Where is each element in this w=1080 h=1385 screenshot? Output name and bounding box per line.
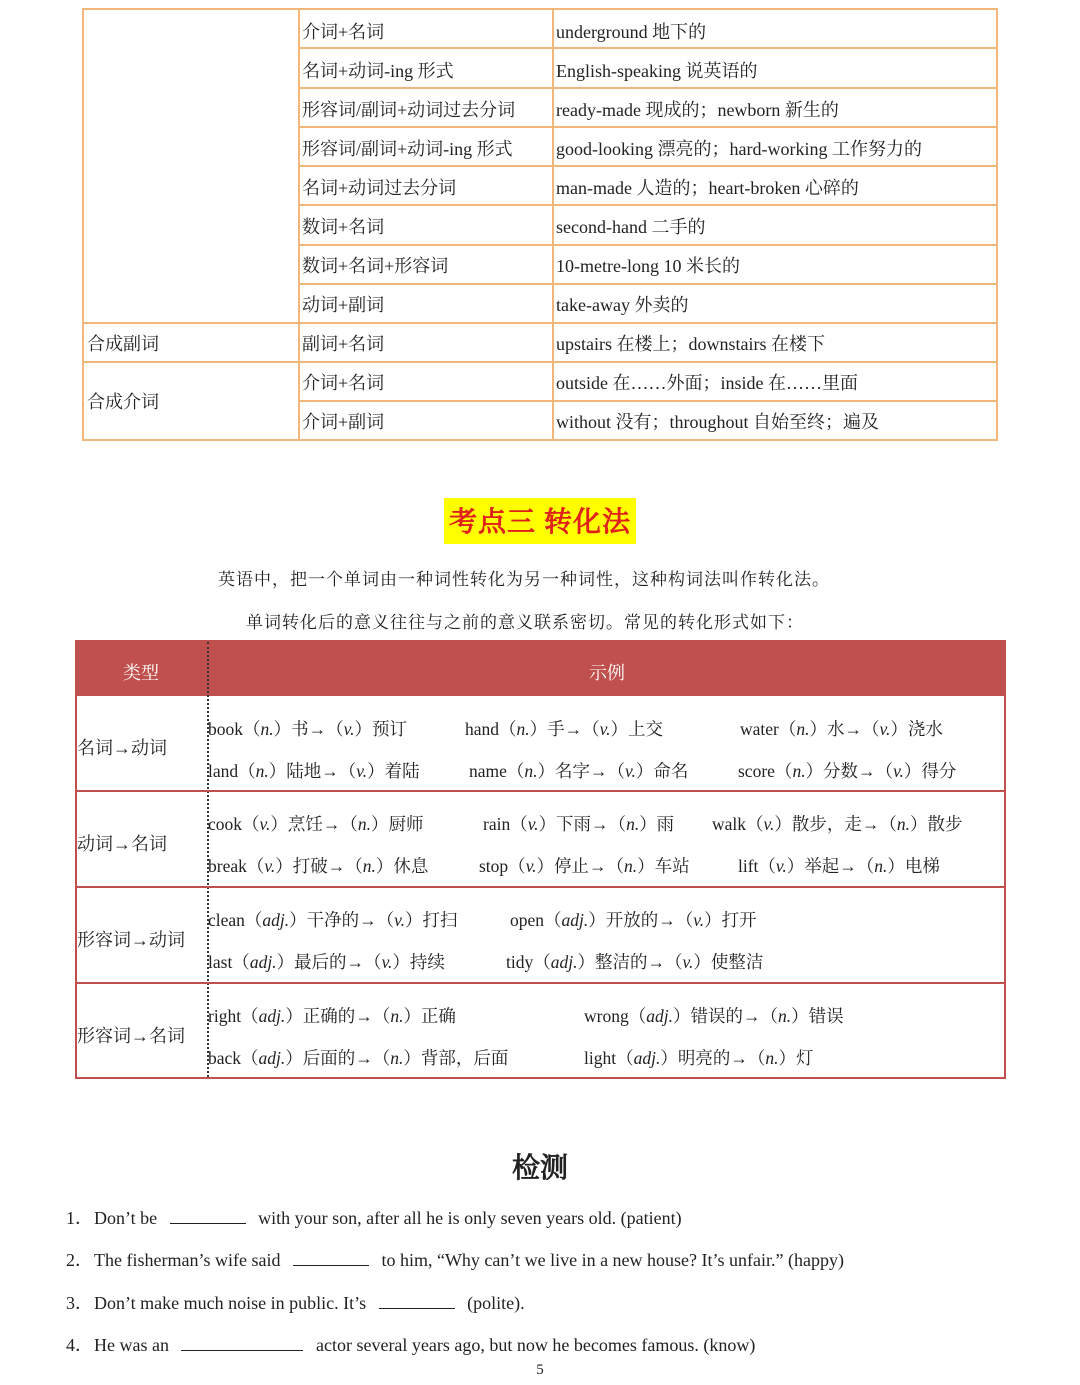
- pattern-cell: 数词+名词: [302, 217, 385, 237]
- table-row: [84, 88, 996, 127]
- conversion-group: [77, 888, 1004, 982]
- example-cell: underground 地下的: [556, 22, 707, 42]
- example-cell: outside 在……外面；inside 在……里面: [556, 373, 858, 393]
- example-item: walk（v.）散步，走→（n.）散步: [712, 814, 963, 834]
- example-item: cook（v.）烹饪→（n.）厨师: [208, 814, 424, 834]
- conversion-type: 动词→名词: [77, 834, 167, 854]
- table-row: [84, 361, 996, 400]
- example-cell: man-made 人造的；heart-broken 心碎的: [556, 178, 859, 198]
- example-cell: good-looking 漂亮的；hard-working 工作努力的: [556, 139, 922, 159]
- table-row: [84, 205, 996, 244]
- conversion-type: 形容词→名词: [77, 1026, 185, 1046]
- example-item: lift（v.）举起→（n.）电梯: [738, 856, 940, 876]
- category-label: 合成介词: [87, 392, 159, 412]
- example-item: back（adj.）后面的→（n.）背部，后面: [208, 1048, 509, 1068]
- example-cell: take-away 外卖的: [556, 295, 689, 315]
- example-item: water（n.）水→（v.）浇水: [740, 719, 943, 739]
- example-item: hand（n.）手→（v.）上交: [465, 719, 663, 739]
- pattern-cell: 介词+副词: [302, 412, 385, 432]
- pattern-cell: 名词+动词-ing 形式: [302, 61, 454, 81]
- question-text: Don’t make much noise in public. It’s: [94, 1293, 367, 1313]
- page-number: 5: [536, 1362, 544, 1378]
- question-number: 3．: [66, 1293, 93, 1313]
- table-row: [84, 244, 996, 283]
- example-item: light（adj.）明亮的→（n.）灯: [584, 1048, 814, 1068]
- pattern-cell: 动词+副词: [302, 295, 385, 315]
- category-label: 合成副词: [87, 334, 159, 354]
- question-text: Don’t be: [94, 1208, 158, 1228]
- example-item: book（n.）书→（v.）预订: [208, 719, 407, 739]
- pattern-cell: 名词+动词过去分词: [302, 178, 457, 198]
- question: [66, 1204, 682, 1230]
- example-item: score（n.）分数→（v.）得分: [738, 761, 957, 781]
- example-cell: second-hand 二手的: [556, 217, 706, 237]
- question: [66, 1331, 755, 1357]
- example-item: stop（v.）停止→（n.）车站: [479, 856, 690, 876]
- conversion-group: [77, 984, 1004, 1078]
- pattern-cell: 形容词/副词+动词过去分词: [302, 100, 516, 120]
- example-item: break（v.）打破→（n.）休息: [208, 856, 429, 876]
- intro-text: 单词转化后的意义往往与之前的意义联系密切。常见的转化形式如下：: [246, 613, 804, 632]
- conversion-group: [77, 696, 1004, 790]
- compound-word-table: [82, 8, 998, 441]
- answer-blank[interactable]: [293, 1247, 369, 1266]
- answer-blank[interactable]: [181, 1332, 303, 1351]
- example-item: name（n.）名字→（v.）命名: [469, 761, 689, 781]
- table-row: [84, 127, 996, 166]
- example-item: last（adj.）最后的→（v.）持续: [208, 952, 445, 972]
- question-text: He was an: [94, 1335, 169, 1355]
- table-row: [84, 166, 996, 205]
- conversion-type: 形容词→动词: [77, 930, 185, 950]
- example-cell: 10-metre-long 10 米长的: [556, 256, 740, 276]
- table-row: [84, 322, 996, 361]
- example-item: rain（v.）下雨→（n.）雨: [483, 814, 675, 834]
- example-cell: upstairs 在楼上；downstairs 在楼下: [556, 334, 825, 354]
- check-title: 检测: [511, 1151, 568, 1184]
- example-cell: English-speaking 说英语的: [556, 61, 758, 81]
- question-number: 2．: [66, 1250, 93, 1270]
- intro-text: 英语中，把一个单词由一种词性转化为另一种词性，这种构词法叫作转化法。: [218, 570, 830, 589]
- header-type: 类型: [123, 663, 159, 683]
- example-item: land（n.）陆地→（v.）着陆: [208, 761, 420, 781]
- header-example: 示例: [589, 663, 625, 683]
- example-item: tidy（adj.）整洁的→（v.）使整洁: [506, 952, 764, 972]
- answer-blank[interactable]: [170, 1205, 246, 1224]
- section-title: 考点三 转化法: [444, 498, 636, 544]
- table-header: [77, 642, 1004, 696]
- conversion-table: [75, 640, 1006, 1079]
- pattern-cell: 数词+名词+形容词: [302, 256, 449, 276]
- question-number: 4．: [66, 1335, 93, 1355]
- question-text: (polite).: [467, 1293, 525, 1313]
- question: [66, 1246, 844, 1272]
- question-text: actor several years ago, but now he becomes famous. (know): [315, 1335, 756, 1355]
- question-text: The fisherman’s wife said: [94, 1250, 281, 1270]
- example-item: open（adj.）开放的→（v.）打开: [510, 910, 757, 930]
- conversion-group: [77, 792, 1004, 886]
- answer-blank[interactable]: [379, 1290, 455, 1309]
- pattern-cell: 副词+名词: [302, 334, 385, 354]
- pattern-cell: 介词+名词: [302, 373, 385, 393]
- example-item: clean（adj.）干净的→（v.）打扫: [208, 910, 458, 930]
- question-text: with your son, after all he is only seven years old. (patient): [258, 1208, 682, 1228]
- table-row: [84, 10, 996, 49]
- question-text: to him, “Why can’t we live in a new house? It’s unfair.” (happy): [381, 1250, 844, 1270]
- question: [66, 1289, 525, 1315]
- example-item: right（adj.）正确的→（n.）正确: [208, 1006, 456, 1026]
- pattern-cell: 介词+名词: [302, 22, 385, 42]
- example-cell: ready-made 现成的；newborn 新生的: [556, 100, 839, 120]
- table-row: [84, 283, 996, 322]
- example-cell: without 没有；throughout 自始至终；遍及: [556, 412, 879, 432]
- pattern-cell: 形容词/副词+动词-ing 形式: [302, 139, 513, 159]
- question-number: 1．: [66, 1208, 93, 1228]
- table-row: [84, 49, 996, 88]
- table-row: [84, 400, 996, 439]
- example-item: wrong（adj.）错误的→（n.）错误: [584, 1006, 844, 1026]
- conversion-type: 名词→动词: [77, 738, 167, 758]
